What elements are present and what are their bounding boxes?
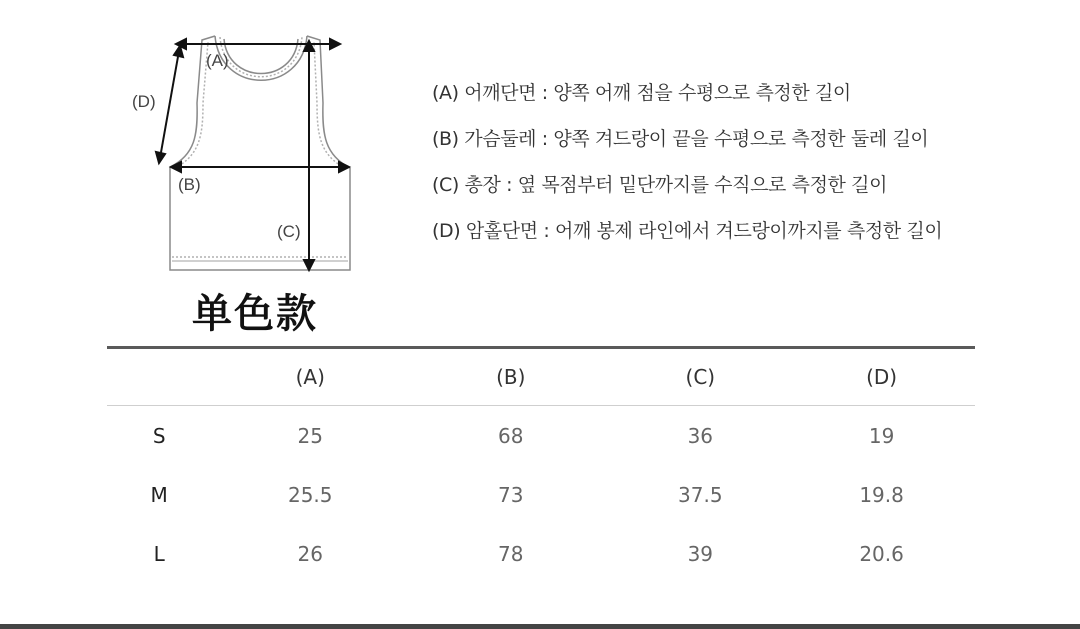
header-d: (D): [866, 365, 898, 389]
value-cell-a: 26: [297, 541, 323, 566]
label-a: (A): [206, 51, 229, 70]
tank-top-illustration: [120, 25, 360, 280]
value-cell-c: 36: [687, 423, 714, 448]
label-d: (D): [132, 92, 156, 111]
size-cell: S: [152, 423, 166, 448]
header-c: (C): [685, 365, 716, 389]
value-cell-d: 19.8: [859, 482, 904, 507]
measurement-legend: [432, 70, 1052, 254]
header-a: (A): [295, 365, 325, 389]
table-header-row: [107, 348, 975, 406]
size-cell: M: [150, 482, 168, 507]
value-cell-b: 78: [498, 541, 524, 566]
legend-item-b: (B) 가슴둘레 : 양쪽 겨드랑이 끝을 수평으로 측정한 둘레 길이: [432, 128, 929, 150]
section-title: 单色款: [192, 291, 318, 337]
label-b: (B): [178, 175, 201, 194]
value-cell-b: 73: [498, 482, 524, 507]
size-chart-table: [107, 346, 975, 583]
legend-item-a: (A) 어깨단면 : 양쪽 어깨 점을 수평으로 측정한 길이: [432, 82, 851, 104]
table-row: [107, 406, 975, 466]
size-cell: L: [153, 541, 165, 566]
table-row: [107, 465, 975, 524]
value-cell-c: 39: [687, 541, 714, 566]
value-cell-c: 37.5: [678, 482, 723, 507]
legend-item-d: (D) 암홀단면 : 어깨 봉제 라인에서 겨드랑이까지를 측정한 길이: [432, 220, 943, 242]
value-cell-a: 25.5: [287, 482, 333, 507]
value-cell-a: 25: [297, 423, 323, 448]
header-b: (B): [496, 365, 526, 389]
value-cell-d: 20.6: [859, 541, 904, 566]
value-cell-b: 68: [498, 423, 524, 448]
header-size: [107, 348, 211, 406]
table-row: [107, 524, 975, 583]
label-c: (C): [277, 222, 301, 241]
legend-item-c: (C) 총장 : 옆 목점부터 밑단까지를 수직으로 측정한 길이: [432, 174, 888, 196]
value-cell-d: 19: [868, 423, 895, 448]
bottom-divider: [0, 624, 1080, 629]
garment-diagram: [120, 25, 360, 280]
